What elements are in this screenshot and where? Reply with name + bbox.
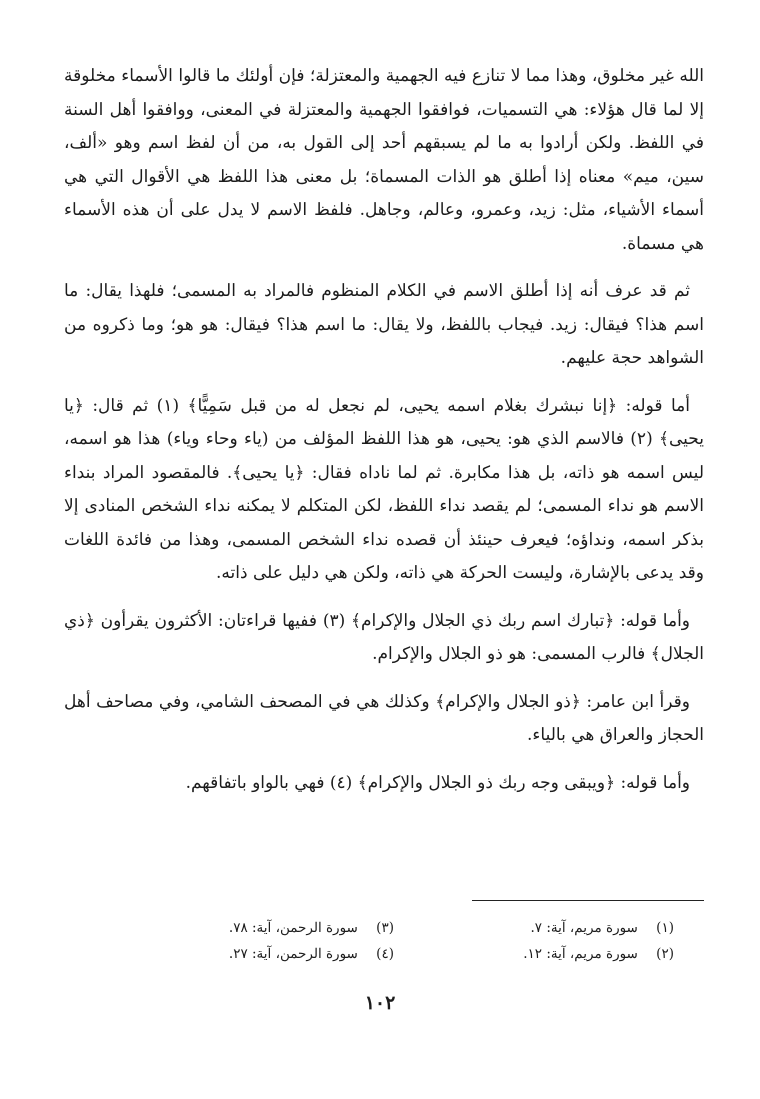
footnotes — [114, 920, 674, 962]
paragraph-4: وأما قوله: ﴿تبارك اسم ربك ذي الجلال والإكرام﴾ (٣) ففيها قراءتان: الأكثرون يقرأون ﴿ذي الجلال﴾ فالرب المسمى: هو ذو الجلال والإكرام. — [64, 610, 704, 664]
footnote-number: (٢) — [656, 946, 674, 962]
footnote-text: سورة مريم، آية: ١٢. — [523, 946, 638, 962]
page-body — [64, 60, 704, 814]
paragraph-2: ثم قد عرف أنه إذا أطلق الاسم في الكلام المنظوم فالمراد به المسمى؛ فلهذا يقال: ما اسم هذا؟ فيقال: زيد. فيجاب باللفظ، ولا يقال: ما اسم هذا؟ فيقال: هو هو؛ وما ذكروه من الشواهد حجة عليهم. — [64, 281, 704, 368]
footnote-text: سورة الرحمن، آية: ٧٨. — [228, 920, 358, 936]
footnote-1 — [394, 920, 674, 936]
paragraph-1: الله غير مخلوق، وهذا مما لا تنازع فيه الجهمية والمعتزلة؛ فإن أولئك ما قالوا الأسماء مخلوقة إلا لما قال هؤلاء: هي التسميات، فوافقوا الجهمية والمعتزلة في المعنى، ووافقوا أهل السنة في اللفظ. ولكن أرادوا به ما لم يسبقهم أحد إلى القول به، من أن لفظ اسم وهو «ألف، سين، ميم» معناه إذا أطلق هو الذات المسماة؛ بل معنى هذا اللفظ هي الأقوال التي هي أسماء الأشياء، مثل: زيد، وعمرو، وعالم، وجاهل. فلفظ الاسم لا يدل على أن هذه الأسماء هي مسماة. — [64, 66, 704, 254]
footnote-2 — [394, 946, 674, 962]
footnote-text: سورة الرحمن، آية: ٢٧. — [228, 946, 358, 962]
footnote-3 — [114, 920, 394, 936]
footnote-number: (١) — [656, 920, 674, 936]
footnote-4 — [114, 946, 394, 962]
footnote-number: (٣) — [376, 920, 394, 936]
page-number: ١٠٢ — [364, 992, 396, 1014]
paragraph-6: وأما قوله: ﴿ويبقى وجه ربك ذو الجلال والإكرام﴾ (٤) فهي بالواو باتفاقهم. — [185, 772, 690, 793]
paragraph-5: وقرأ ابن عامر: ﴿ذو الجلال والإكرام﴾ وكذلك هي في المصحف الشامي، وفي مصاحف أهل الحجاز والعراق هي بالياء. — [64, 691, 704, 745]
footnote-text: سورة مريم، آية: ٧. — [530, 920, 638, 936]
footnote-divider — [472, 900, 704, 901]
paragraph-3: أما قوله: ﴿إنا نبشرك بغلام اسمه يحيى، لم نجعل له من قبل سَمِيًّا﴾ (١) ثم قال: ﴿يا يحيى﴾ (٢) فالاسم الذي هو: يحيى، هو هذا اللفظ المؤلف من (ياء وحاء وياء) هذا هو اسمه، ليس اسمه هو ذاته، بل هذا مكابرة. ثم لما ناداه فقال: ﴿يا يحيى﴾. فالمقصود المراد بنداء الاسم هو نداء المسمى؛ لم يقصد نداء اللفظ، لكن المتكلم لا يمكنه نداء الشخص المنادى إلا بذكر اسمه، ونداؤه؛ فيعرف حينئذ أن قصده نداء الشخص المسمى، وهذا من فائدة اللغات وقد يدعى بالإشارة، وليست الحركة هي ذاته، ولكن هي دليل على ذاته. — [64, 395, 704, 583]
footnote-number: (٤) — [376, 946, 394, 962]
